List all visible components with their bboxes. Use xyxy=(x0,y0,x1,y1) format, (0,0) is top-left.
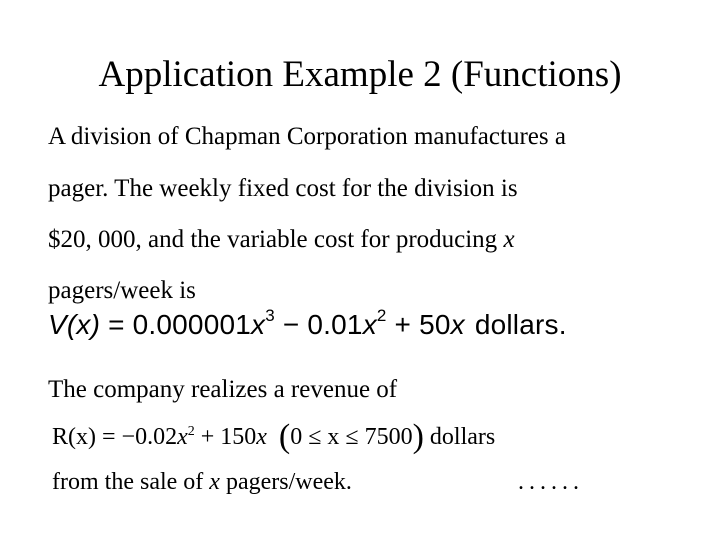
paragraph-line-4: pagers/week is xyxy=(48,277,196,304)
cost-term-3-var: x xyxy=(450,309,465,340)
cost-function-formula xyxy=(48,305,567,340)
cost-term-2-exp: 2 xyxy=(376,305,387,325)
close-paren: ) xyxy=(412,418,424,455)
continuation-dots: ...... xyxy=(518,469,584,495)
sale-suffix: pagers/week. xyxy=(219,469,352,495)
cost-term-2-var: x xyxy=(362,309,377,340)
revenue-var: x xyxy=(177,424,188,450)
revenue-intro: The company realizes a revenue of xyxy=(48,376,398,403)
revenue-function-rest: + 150 xyxy=(194,424,257,450)
slide-title: Application Example 2 (Functions) xyxy=(98,54,622,95)
revenue-var-2: x xyxy=(256,424,267,450)
cost-function-minus: − 0.01 xyxy=(274,309,363,340)
revenue-exp: 2 xyxy=(187,424,195,439)
revenue-function-formula xyxy=(52,418,496,455)
sale-var: x xyxy=(209,469,220,495)
paragraph-line-2: pager. The weekly fixed cost for the division is xyxy=(48,175,518,202)
paragraph-line-3 xyxy=(48,227,515,252)
sale-prefix: from the sale of xyxy=(52,469,210,495)
open-paren: ( xyxy=(278,418,291,455)
line-3-text: $20, 000, and the variable cost for producing xyxy=(48,226,504,253)
paragraph-line-1: A division of Chapman Corporation manufactures a xyxy=(48,123,566,150)
revenue-domain: 0 ≤ x ≤ 7500 xyxy=(290,424,413,450)
revenue-unit: dollars xyxy=(429,424,496,450)
revenue-function-lhs: R(x) = −0.02 xyxy=(52,424,178,450)
sale-text xyxy=(52,470,352,494)
cost-term-1-var: x xyxy=(251,309,266,340)
cost-term-1-exp: 3 xyxy=(265,305,275,325)
cost-function-lhs: V(x) xyxy=(48,309,101,340)
cost-function-eq: = 0.000001 xyxy=(100,309,252,340)
cost-function-plus: + 50 xyxy=(386,309,451,340)
cost-function-unit: dollars. xyxy=(474,309,567,340)
variable-x: x xyxy=(503,226,515,253)
